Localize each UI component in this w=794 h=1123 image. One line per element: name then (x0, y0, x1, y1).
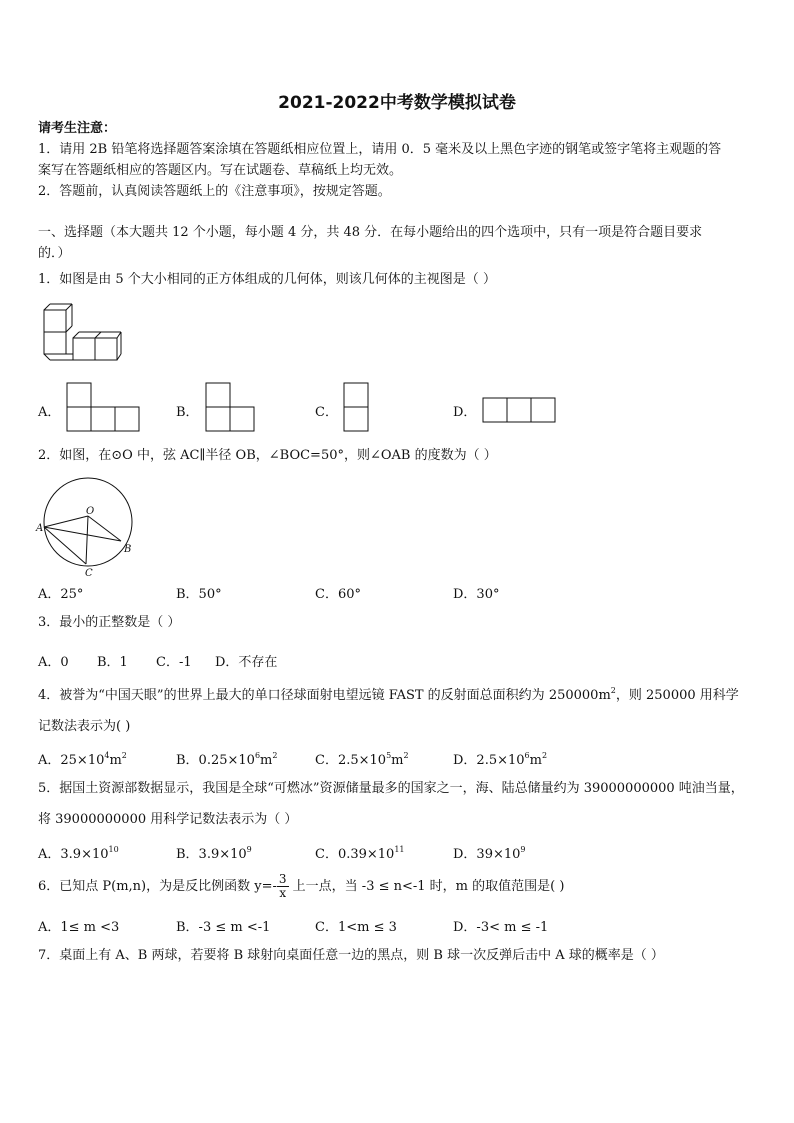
q4-stem-line-2: 记数法表示为( ) (38, 719, 131, 734)
q2-label-c: C (85, 568, 93, 579)
q6-option-d: D．-3< m ≤ -1 (453, 920, 549, 935)
notice-item-1-line-2: 案写在答题纸相应的答题区内。写在试题卷、草稿纸上均无效。 (38, 163, 403, 178)
notice-item-2: 2．答题前，认真阅读答题纸上的《注意事项》，按规定答题。 (38, 184, 391, 199)
q1-stem: 1．如图是由 5 个大小相同的正方体组成的几何体，则该几何体的主视图是（ ） (38, 272, 496, 287)
section-heading-line-2: 的．） (38, 246, 71, 261)
q2-option-a: A．25° (38, 587, 84, 602)
section-heading-line-1: 一、选择题（本大题共 12 个小题，每小题 4 分，共 48 分．在每小题给出的四个选项中，只有一项是符合题目要求 (38, 225, 703, 240)
q1-solid-figure (40, 300, 122, 366)
q2-stem: 2．如图，在⊙O 中，弦 AC∥半径 OB，∠BOC=50°，则∠OAB 的度数为（ ） (38, 448, 497, 463)
q5-option-b: B．$3.9\times 10^9$ (176, 845, 252, 862)
q6-fraction: $\frac{3}{x}$ (278, 872, 287, 900)
q3-stem: 3．最小的正整数是（ ） (38, 615, 181, 630)
notice-heading: 请考生注意： (38, 121, 117, 136)
q1-option-b-label: B． (176, 405, 199, 420)
notice-item-1-line-1: 1．请用 2B 铅笔将选择题答案涂填在答题纸相应位置上，请用 0．5 毫米及以上黑色字迹的钢笔或签字笔将主观题的答 (38, 142, 722, 157)
q2-label-o: O (86, 506, 95, 517)
q2-label-a: A (36, 523, 44, 534)
q2-option-d: D．30° (453, 587, 500, 602)
q1-option-c-figure (343, 382, 371, 434)
q3-option-b: B．1 (97, 655, 128, 670)
q1-option-a-label: A． (38, 405, 61, 420)
q4-option-a: A．$25\times 10^4m^2$ (38, 751, 127, 768)
q7-stem: 7．桌面上有 A、B 两球，若要将 B 球射向桌面任意一边的黑点，则 B 球一次反弹后击中 A 球的概率是（ ） (38, 948, 664, 963)
q5-option-a: A．$3.9\times 10^{10}$ (38, 845, 119, 862)
q6-option-b: B．-3 ≤ m <-1 (176, 920, 271, 935)
q3-option-a: A．0 (38, 655, 69, 670)
q1-option-b-figure (205, 382, 257, 434)
q4-stem-line-1: 4．被誉为“中国天眼”的世界上最大的单口径球面射电望远镜 FAST 的反射面总面积约为 $250000m^2$，则 250000 用科学 (38, 686, 739, 703)
q1-option-d-label: D． (453, 405, 477, 420)
q6-stem: 6．已知点 P(m,n)，为是反比例函数 y=- $\frac{3}{x}$ 上一点，当 -3 ≤ n<-1 时，m 的取值范围是( ) (38, 872, 565, 900)
q3-option-c: C．-1 (156, 655, 192, 670)
q6-option-a: A．1≤ m <3 (38, 920, 120, 935)
q2-circle-figure (36, 472, 140, 579)
q3-option-d: D．不存在 (215, 655, 278, 670)
page-title: 2021-2022中考数学模拟试卷 (278, 93, 516, 113)
q5-stem-line-1: 5．据国土资源部数据显示，我国是全球“可燃冰”资源储量最多的国家之一，海、陆总储量约为 39000000000 吨油当量， (38, 781, 744, 796)
q5-stem-line-2: 将 39000000000 用科学记数法表示为（ ） (38, 812, 298, 827)
q5-option-d: D．$39\times 10^9$ (453, 845, 526, 862)
q4-option-d: D．$2.5\times 10^6m^2$ (453, 751, 548, 768)
q4-option-c: C．$2.5\times 10^5m^2$ (315, 751, 409, 768)
q1-option-d-figure (482, 397, 558, 425)
q6-option-c: C．1<m ≤ 3 (315, 920, 397, 935)
q1-option-c-label: C． (315, 405, 338, 420)
q2-label-b: B (124, 544, 132, 555)
q4-option-b: B．$0.25\times 10^6m^2$ (176, 751, 278, 768)
q5-option-c: C．$0.39\times 10^{11}$ (315, 845, 405, 862)
q1-option-a-figure (66, 382, 141, 434)
q2-option-c: C．60° (315, 587, 361, 602)
q2-option-b: B．50° (176, 587, 222, 602)
